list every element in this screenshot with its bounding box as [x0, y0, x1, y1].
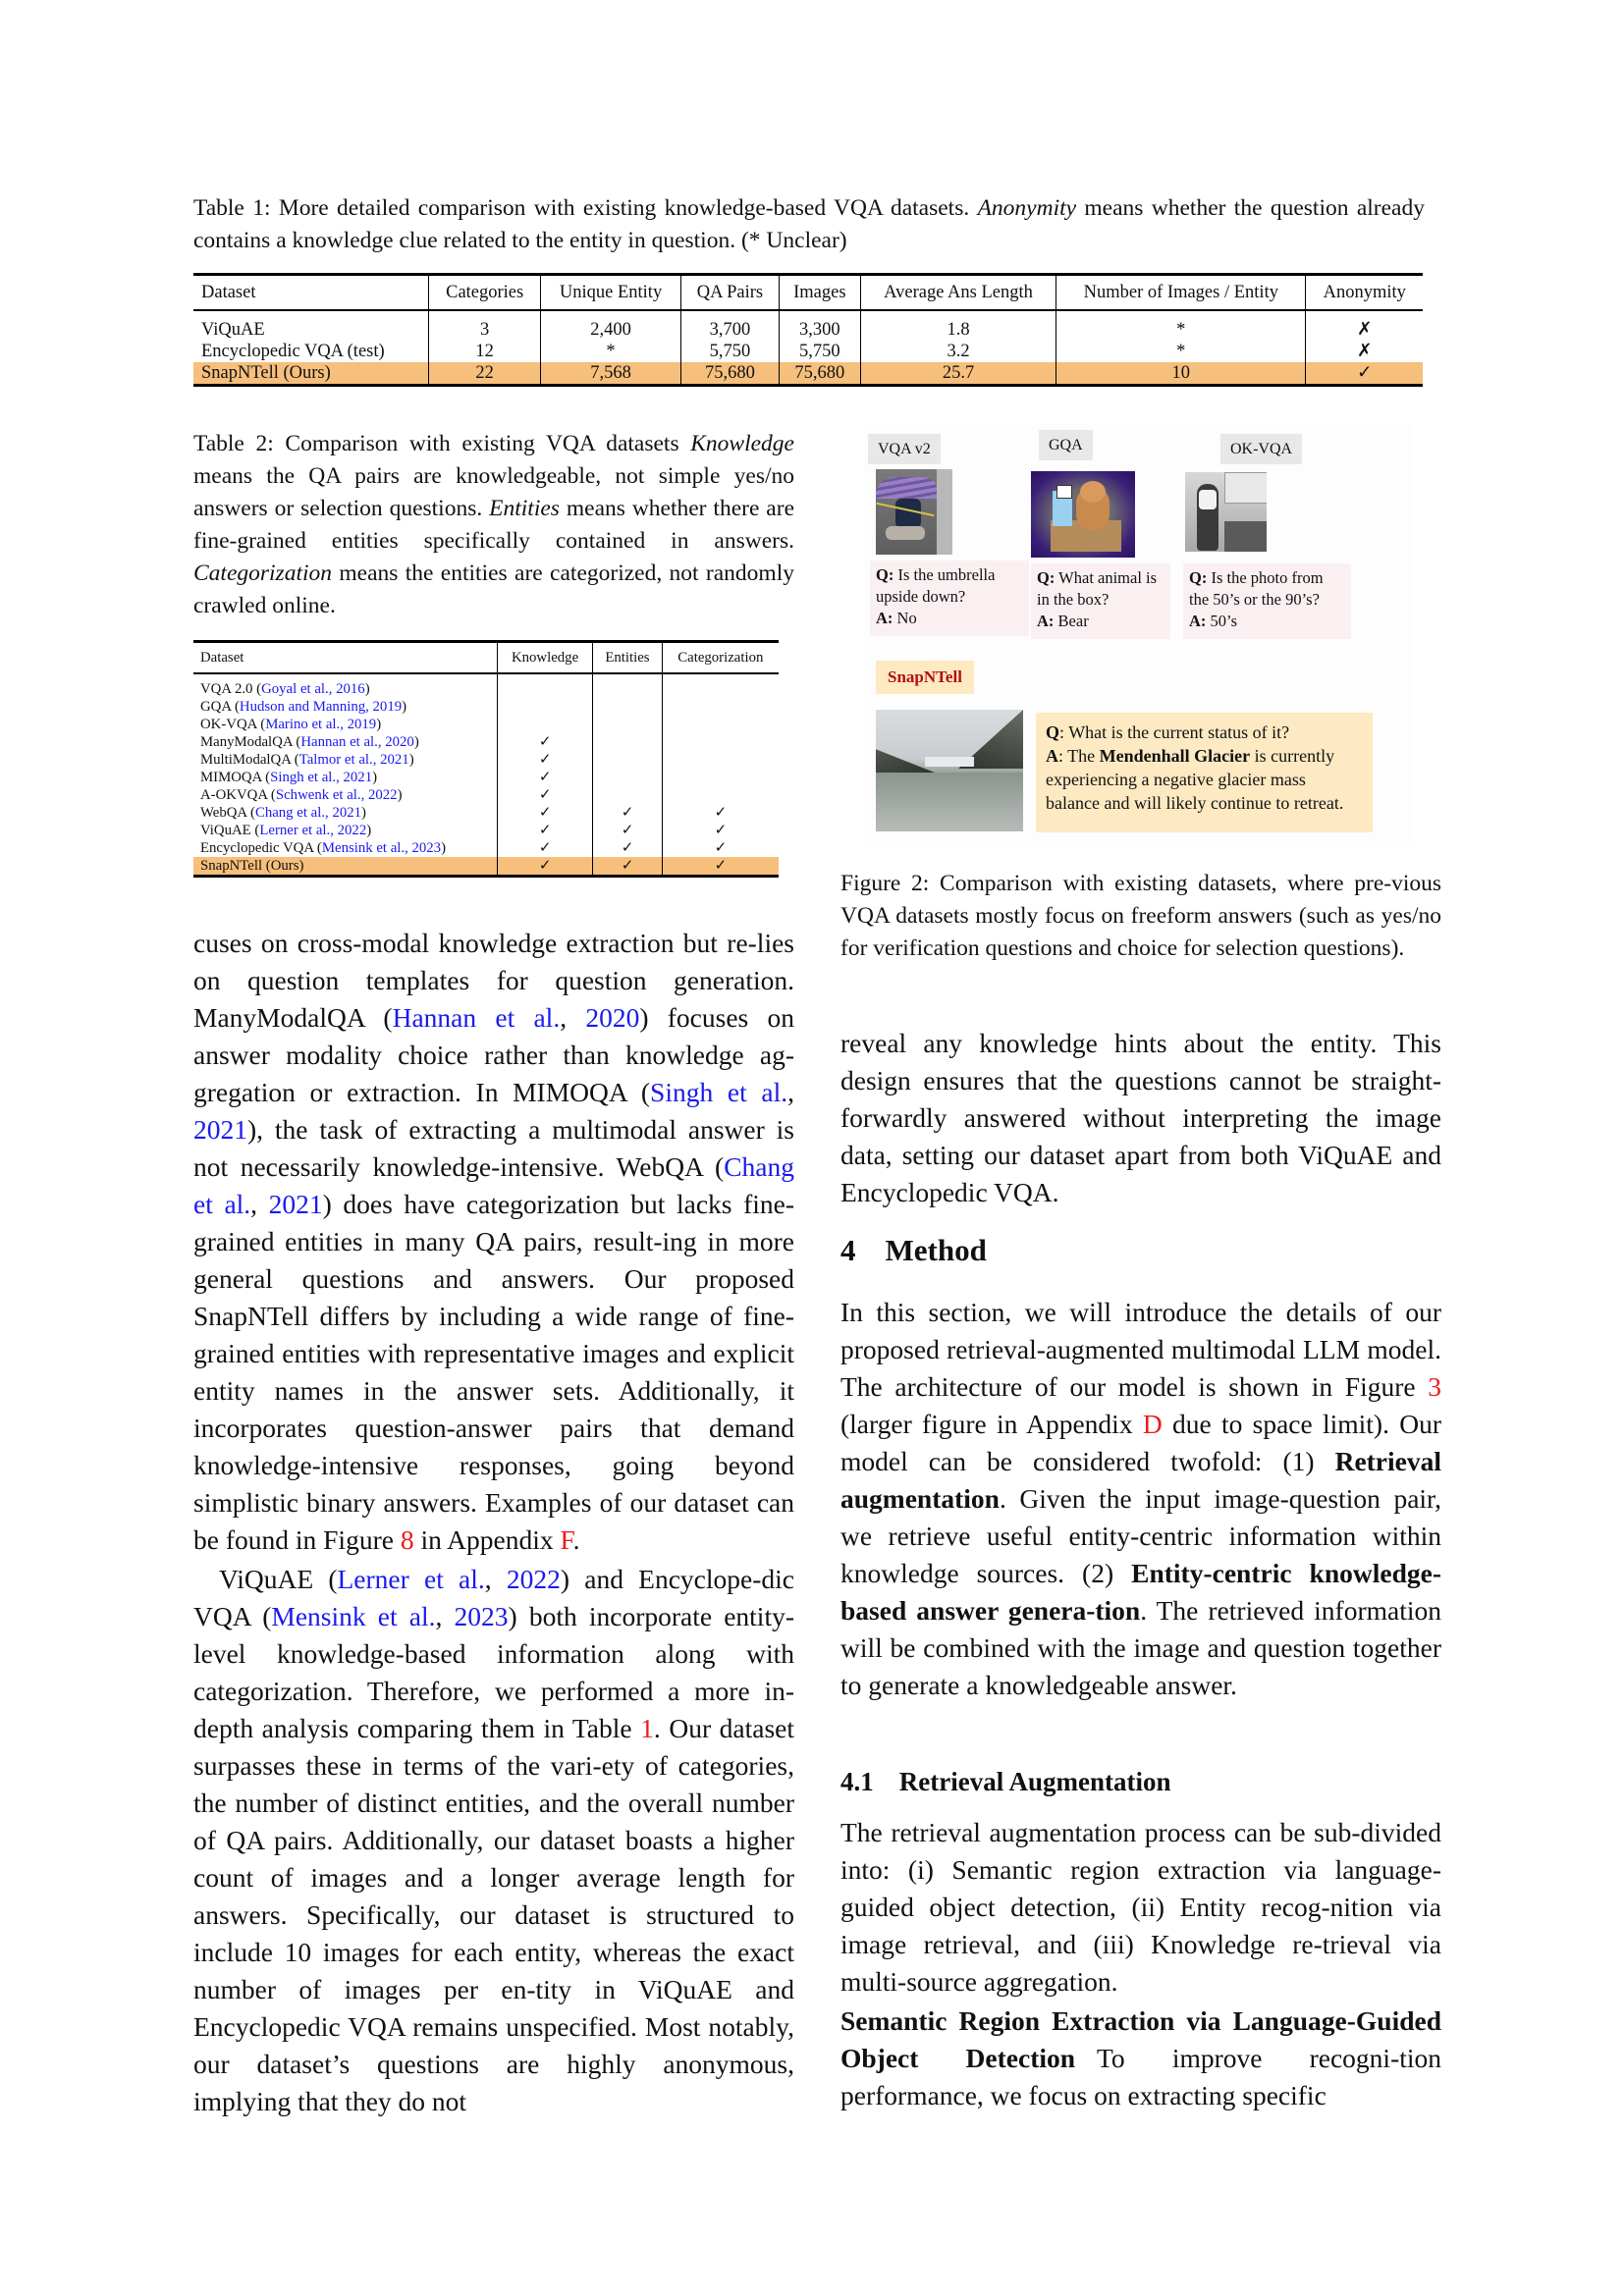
- cell-qa-pairs: 75,680: [681, 362, 780, 386]
- cell-categories: 3: [429, 310, 541, 341]
- table2-col-categorization: Categorization: [662, 642, 779, 674]
- table2-col-entities: Entities: [593, 642, 662, 674]
- check-icon: ✓: [662, 839, 779, 857]
- table-row: MIMOQA (Singh et al., 2021) ✓: [193, 769, 779, 786]
- check-icon: ✓: [593, 839, 662, 857]
- cross-icon: ✗: [1306, 341, 1423, 362]
- citation-link[interactable]: 2020: [585, 1002, 640, 1033]
- qa-box-ok-vqa: Q: Is the photo from the 50’s or the 90’s? A: 50’s: [1183, 563, 1351, 639]
- table1-col-anonymity: Anonymity: [1306, 275, 1423, 311]
- table2-col-knowledge: Knowledge: [497, 642, 592, 674]
- right-column-paragraph-1: In this section, we will introduce the details of our proposed retrieval-augmented multimodal LLM model. The architecture of our model is shown in Figure 3 (larger figure in Appendix D due to space limit). Our model can be considered twofold: (1) Retrieval augmentation. Given the input image-question pair, we retrieve useful entity-centric information within knowledge sources. (2) Entity-centric knowledge-based answer genera-tion. The retrieved information will be combined with the image and question together to generate a knowledgeable answer.: [840, 1297, 1442, 1700]
- right-column-paragraph-0: reveal any knowledge hints about the entity. This design ensures that the questions cannot be straight-forwardly answered without interpreting the image data, setting our dataset apart from both ViQuAE and Encyclopedic VQA.: [840, 1028, 1441, 1207]
- citation-link[interactable]: Mensink et al.: [271, 1601, 436, 1631]
- left-column-paragraph-1: cuses on cross-modal knowledge extraction but re-lies on question templates for question generation. ManyModalQA (Hannan et al., 2020) focuses on answer modality choice rather than knowledge ag-gregation or extraction. In MIMOQA (Singh et al., 2021), the task of extracting a multimodal answer is not necessarily knowledge-intensive. WebQA (Chang et al., 2021) does have categorization but lacks fine-grained entities in many QA pairs, result-ing in more general questions and answers. Our proposed SnapNTell differs by including a wide range of fine-grained entities with representative images and explicit entity names in the answer sets. Additionally, it incorporates question-answer pairs that demand knowledge-intensive responses, going beyond simplistic binary answers. Examples of our dataset can be found in Figure 8 in Appendix F.: [193, 928, 795, 1555]
- subsection-number: 4.1: [840, 1767, 874, 1796]
- check-icon: ✓: [497, 804, 592, 822]
- table-row: ManyModalQA (Hannan et al., 2020) ✓: [193, 733, 779, 751]
- qa-box-snapntell: Q: What is the current status of it? A: The Mendenhall Glacier is currently experiencing a negative glacier mass balance and will likely continue to retreat.: [1036, 713, 1373, 832]
- figure2-caption: Figure 2: Comparison with existing datasets, where pre-vious VQA datasets mostly focus on freeform answers (such as yes/no for verification questions and choice for selection questions).: [840, 871, 1441, 961]
- citation-link[interactable]: Talmor et al., 2021: [298, 752, 409, 768]
- citation-link[interactable]: Marino et al., 2019: [265, 717, 377, 732]
- table2-caption: Table 2: Comparison with existing VQA datasets Knowledge means the QA pairs are knowledgeable, not simple yes/no answers or selection questions. Entities means whether there are fine-grained entities specifically contained in answers. Categorization means the entities are categorized, not randomly crawled online.: [193, 431, 794, 618]
- umbrella-photo: [876, 469, 952, 555]
- table-row: MultiModalQA (Talmor et al., 2021) ✓: [193, 751, 779, 769]
- cross-icon: ✗: [1306, 310, 1423, 341]
- cell-categories: 22: [429, 362, 541, 386]
- check-icon: ✓: [497, 733, 592, 751]
- cell-images-per-entity: *: [1056, 310, 1306, 341]
- citation-link[interactable]: Schwenk et al., 2022: [275, 787, 398, 803]
- citation-link[interactable]: Hudson and Manning, 2019: [239, 699, 403, 715]
- table-row: A-OKVQA (Schwenk et al., 2022) ✓: [193, 786, 779, 804]
- table-row: [193, 341, 1423, 362]
- cell-images-per-entity: 10: [1056, 362, 1306, 386]
- table2: [193, 640, 779, 878]
- check-icon: ✓: [497, 786, 592, 804]
- subsection-title: Retrieval Augmentation: [898, 1767, 1171, 1796]
- section-title: Method: [885, 1233, 987, 1267]
- citation-link[interactable]: 2021: [193, 1114, 247, 1145]
- check-icon: ✓: [497, 839, 592, 857]
- paragraph-heading: Semantic Region Extraction via Language-Guided Object Detection: [840, 2005, 1441, 2073]
- table1-col-unique-entity: Unique Entity: [540, 275, 680, 311]
- qa-box-gqa: Q: What animal is in the box? A: Bear: [1031, 563, 1170, 639]
- citation-link[interactable]: 2022: [506, 1564, 561, 1594]
- table-row: VQA 2.0 (Goyal et al., 2016): [193, 673, 779, 698]
- cell-avg-ans-length: 1.8: [860, 310, 1056, 341]
- cell-avg-ans-length: 25.7: [860, 362, 1056, 386]
- cell-images: 3,300: [779, 310, 860, 341]
- table-row: [193, 310, 1423, 341]
- table-row: WebQA (Chang et al., 2021) ✓ ✓ ✓: [193, 804, 779, 822]
- table1-caption: Table 1: More detailed comparison with existing knowledge-based VQA datasets. Anonymity means whether the question already contains a knowledge clue related to the entity in question. (* Unclear): [193, 195, 1425, 253]
- table1-header-row: [193, 275, 1423, 311]
- figure2: [864, 424, 1414, 846]
- check-icon: ✓: [497, 822, 592, 839]
- table1-col-dataset: Dataset: [201, 282, 256, 302]
- cell-unique-entity: *: [540, 341, 680, 362]
- appendix-ref-link[interactable]: F: [560, 1524, 573, 1555]
- check-icon: ✓: [1306, 362, 1423, 386]
- section-number: 4: [840, 1233, 856, 1267]
- citation-link[interactable]: Chang et al., 2021: [254, 805, 362, 821]
- cell-avg-ans-length: 3.2: [860, 341, 1056, 362]
- cell-unique-entity: 2,400: [540, 310, 680, 341]
- tag-ok-vqa: OK-VQA: [1220, 434, 1302, 464]
- table1-col-images-per-entity: Number of Images / Entity: [1056, 275, 1306, 311]
- cell-dataset: ViQuAE: [201, 320, 265, 340]
- table-row: OK-VQA (Marino et al., 2019): [193, 716, 779, 733]
- check-icon: ✓: [662, 822, 779, 839]
- table-row: Encyclopedic VQA (Mensink et al., 2023) ✓ ✓ ✓: [193, 839, 779, 857]
- table1: [193, 273, 1423, 387]
- citation-link[interactable]: 2021: [268, 1189, 323, 1219]
- qa-box-vqa-v2: Q: Is the umbrella upside down? A: No: [870, 561, 1029, 636]
- cell-dataset: Encyclopedic VQA (test): [201, 342, 385, 361]
- check-icon: ✓: [662, 857, 779, 877]
- check-icon: ✓: [662, 804, 779, 822]
- kitchen-photo: [1185, 472, 1267, 552]
- table1-col-categories: Categories: [429, 275, 541, 311]
- citation-link[interactable]: Goyal et al., 2016: [261, 681, 365, 697]
- subsection-heading-retrieval-augmentation: [840, 1767, 1441, 1797]
- check-icon: ✓: [497, 751, 592, 769]
- table-row: ViQuAE (Lerner et al., 2022) ✓ ✓ ✓: [193, 822, 779, 839]
- cell-images: 5,750: [779, 341, 860, 362]
- tag-vqa-v2: VQA v2: [868, 434, 941, 464]
- appendix-ref-link[interactable]: D: [1142, 1409, 1163, 1439]
- citation-link[interactable]: Singh et al.: [650, 1077, 788, 1107]
- table1-col-avg-ans-length: Average Ans Length: [860, 275, 1056, 311]
- citation-link[interactable]: Hannan et al.: [392, 1002, 561, 1033]
- check-icon: ✓: [497, 857, 592, 877]
- cell-unique-entity: 7,568: [540, 362, 680, 386]
- citation-link[interactable]: Singh et al., 2021: [270, 770, 373, 785]
- cell-qa-pairs: 3,700: [681, 310, 780, 341]
- citation-link[interactable]: Lerner et al.: [337, 1564, 485, 1594]
- check-icon: ✓: [593, 822, 662, 839]
- cell-qa-pairs: 5,750: [681, 341, 780, 362]
- cell-categories: 12: [429, 341, 541, 362]
- table-row-highlighted: [193, 362, 1423, 386]
- table2-col-dataset: Dataset: [200, 649, 244, 666]
- right-column-paragraph-3: Semantic Region Extraction via Language-Guided Object Detection To improve recogni-tion performance, we focus on extracting specific: [840, 2005, 1442, 2110]
- check-icon: ✓: [593, 857, 662, 877]
- citation-link[interactable]: Lerner et al., 2022: [259, 823, 367, 838]
- check-icon: ✓: [593, 804, 662, 822]
- cell-dataset: SnapNTell (Ours): [193, 362, 429, 386]
- citation-link[interactable]: Hannan et al., 2020: [300, 734, 414, 750]
- citation-link[interactable]: Chang et al.: [193, 1151, 794, 1219]
- tag-gqa: GQA: [1039, 430, 1093, 460]
- section-heading-method: [840, 1233, 1441, 1268]
- cell-images-per-entity: *: [1056, 341, 1306, 362]
- citation-link[interactable]: 2023: [454, 1601, 509, 1631]
- left-column-paragraph-2: ViQuAE (Lerner et al., 2022) and Encyclope-dic VQA (Mensink et al., 2023) both incorporate entity-level knowledge-based information along with categorization. Therefore, we performed a more in-depth analysis comparing them in Table 1. Our dataset surpasses these in terms of the vari-ety of categories, the number of distinct entities, and the overall number of QA pairs. Additionally, our dataset boasts a higher count of images and a longer average length for answers. Specifically, our dataset is structured to include 10 images for each entity, whereas the exact number of images per en-tity in ViQuAE and Encyclopedic VQA remains unspecified. Most notably, our dataset’s questions are highly anonymous, implying that they do not: [193, 1564, 794, 2116]
- check-icon: ✓: [497, 769, 592, 786]
- figure-ref-link[interactable]: 3: [1428, 1371, 1441, 1402]
- figure-ref-link[interactable]: 8: [400, 1524, 414, 1555]
- citation-link[interactable]: Mensink et al., 2023: [321, 840, 442, 856]
- glacier-photo: [876, 710, 1023, 831]
- cell-images: 75,680: [779, 362, 860, 386]
- right-column-paragraph-2: The retrieval augmentation process can be sub-divided into: (i) Semantic region extraction via language-guided object detection, (ii) Entity recog-nition via image retrieval, and (iii) Knowledge re-trieval via multi-source aggregation.: [840, 1817, 1441, 1997]
- teddy-bear-photo: [1031, 471, 1135, 558]
- table-row: GQA (Hudson and Manning, 2019): [193, 698, 779, 716]
- table1-col-qa-pairs: QA Pairs: [681, 275, 780, 311]
- table-row-highlighted: SnapNTell (Ours) ✓ ✓ ✓: [193, 857, 779, 877]
- table1-col-images: Images: [779, 275, 860, 311]
- table-ref-link[interactable]: 1: [640, 1713, 654, 1743]
- tag-snapntell: SnapNTell: [876, 661, 974, 694]
- table2-header-row: [193, 642, 779, 674]
